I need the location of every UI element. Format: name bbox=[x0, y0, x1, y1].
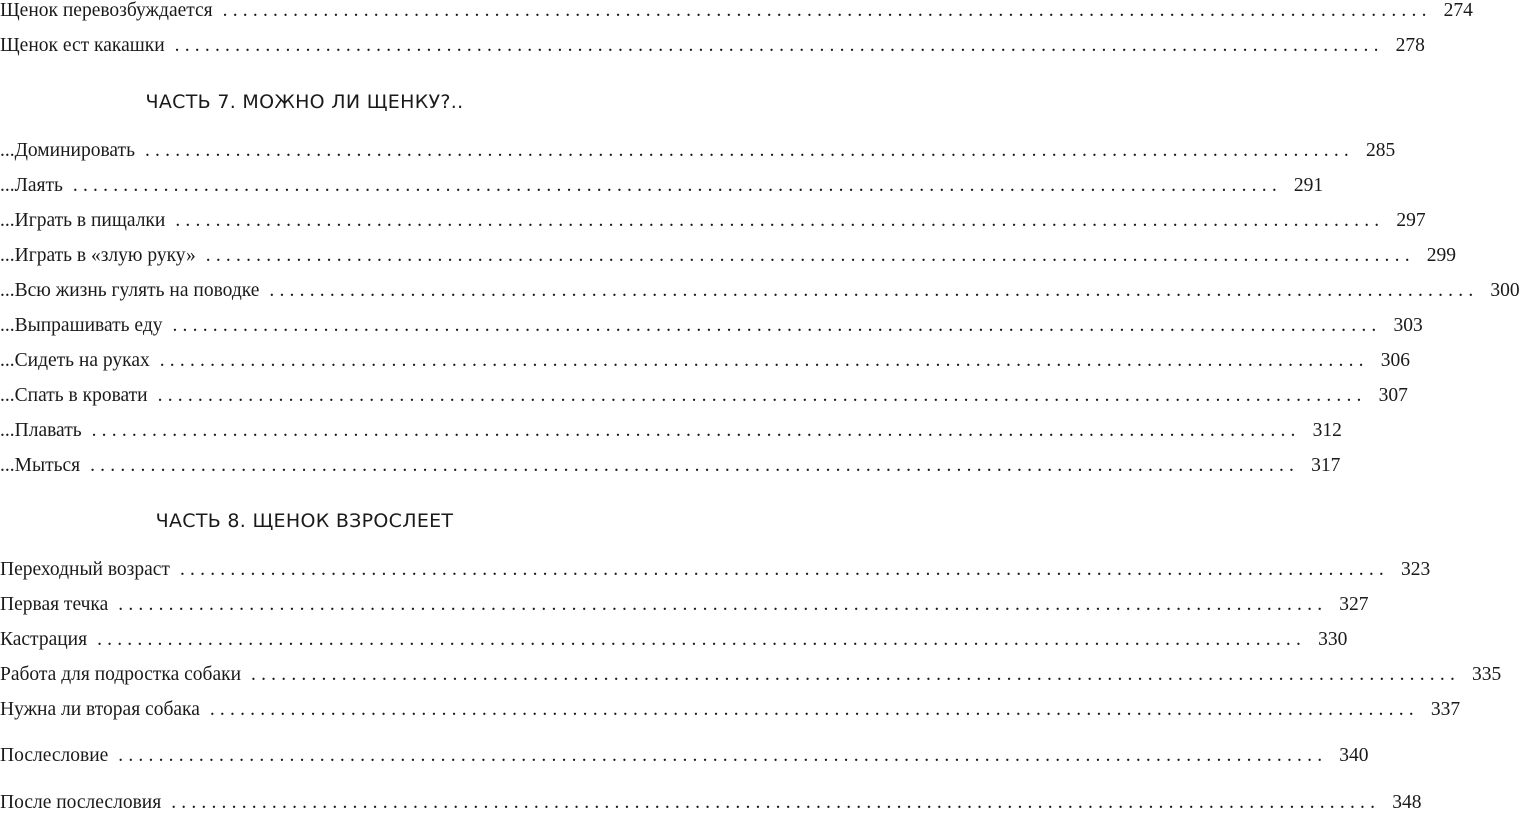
toc-entry-page: 285 bbox=[1365, 140, 1396, 161]
toc-entry-page: 278 bbox=[1395, 35, 1425, 56]
toc-entry-title: Нужна ли вторая собака bbox=[0, 699, 200, 720]
toc-entry-page: 327 bbox=[1339, 594, 1369, 615]
toc-entry-page: 330 bbox=[1318, 629, 1348, 650]
toc-entry[interactable] bbox=[0, 417, 1342, 445]
toc-entry[interactable] bbox=[0, 312, 1423, 340]
toc-entry[interactable] bbox=[0, 696, 1461, 724]
dot-leader: ........................................................................................................................ bbox=[90, 455, 1300, 476]
toc-entry[interactable] bbox=[0, 789, 1422, 817]
dot-leader: ........................................................................................................................ bbox=[97, 629, 1307, 650]
dot-leader: ........................................................................................................................ bbox=[175, 210, 1385, 231]
toc-entry-title: Кастрация bbox=[0, 629, 88, 650]
toc-entry[interactable] bbox=[0, 137, 1396, 165]
dot-leader: ........................................................................................................................ bbox=[205, 245, 1415, 266]
toc-entry-title: ...Играть в «злую руку» bbox=[0, 245, 196, 266]
toc-entry-title: Работа для подростка собаки bbox=[0, 664, 242, 685]
toc-entry-title: ...Сидеть на руках bbox=[0, 350, 150, 371]
toc-entry-title: После послесловия bbox=[0, 792, 162, 813]
dot-leader: ........................................................................................................................ bbox=[209, 699, 1419, 720]
toc-entry[interactable] bbox=[0, 661, 1502, 689]
toc-entry-title: Щенок перевозбуждается bbox=[0, 0, 213, 21]
toc-entry[interactable] bbox=[0, 382, 1408, 410]
dot-leader: ........................................................................................................................ bbox=[118, 745, 1328, 766]
toc-entry-page: 300 bbox=[1490, 280, 1520, 301]
toc-entry[interactable] bbox=[0, 591, 1369, 619]
toc-entry[interactable] bbox=[0, 347, 1410, 375]
toc-entry[interactable] bbox=[0, 556, 1431, 584]
toc-entry-title: Послесловие bbox=[0, 745, 109, 766]
dot-leader: ........................................................................................................................ bbox=[172, 315, 1382, 336]
toc-entry-title: ...Играть в пищалки bbox=[0, 210, 166, 231]
toc-entry[interactable] bbox=[0, 452, 1341, 480]
toc-entry-title: ...Выпрашивать еду bbox=[0, 315, 163, 336]
toc-entry[interactable] bbox=[0, 626, 1348, 654]
dot-leader: ........................................................................................................................ bbox=[72, 175, 1282, 196]
dot-leader: ........................................................................................................................ bbox=[144, 140, 1354, 161]
toc-entry-title: Переходный возраст bbox=[0, 559, 170, 580]
dot-leader: ........................................................................................................................ bbox=[222, 0, 1432, 21]
toc-entry-page: 303 bbox=[1393, 315, 1423, 336]
toc-entry-title: Щенок ест какашки bbox=[0, 35, 165, 56]
toc-entry-page: 340 bbox=[1339, 745, 1369, 766]
dot-leader: ........................................................................................................................ bbox=[118, 594, 1328, 615]
toc-entry-page: 274 bbox=[1443, 0, 1473, 21]
dot-leader: ........................................................................................................................ bbox=[251, 664, 1461, 685]
toc-entry-page: 317 bbox=[1311, 455, 1341, 476]
toc-entry-page: 323 bbox=[1400, 559, 1431, 580]
toc-entry-page: 335 bbox=[1472, 664, 1502, 685]
toc-entry[interactable] bbox=[0, 207, 1426, 235]
toc-entry-title: ...Доминировать bbox=[0, 140, 135, 161]
dot-leader: ........................................................................................................................ bbox=[157, 385, 1367, 406]
toc-entry[interactable] bbox=[0, 172, 1324, 200]
dot-leader: ........................................................................................................................ bbox=[91, 420, 1301, 441]
toc-entry-page: 337 bbox=[1430, 699, 1461, 720]
toc-entry[interactable] bbox=[0, 32, 1425, 60]
toc-entry-page: 299 bbox=[1426, 245, 1457, 266]
dot-leader: ........................................................................................................................ bbox=[171, 792, 1381, 813]
part-8-heading: ЧАСТЬ 8. ЩЕНОК ВЗРОСЛЕЕТ bbox=[155, 510, 454, 532]
toc-entry-title: Первая течка bbox=[0, 594, 109, 615]
part-7-heading: ЧАСТЬ 7. МОЖНО ЛИ ЩЕНКУ?.. bbox=[145, 91, 464, 113]
dot-leader: ........................................................................................................................ bbox=[159, 350, 1369, 371]
toc-entry[interactable] bbox=[0, 742, 1369, 770]
toc-entry[interactable] bbox=[0, 242, 1457, 270]
toc-entry-title: ...Всю жизнь гулять на поводке bbox=[0, 280, 260, 301]
toc-entry-title: ...Мыться bbox=[0, 455, 81, 476]
toc-entry-page: 291 bbox=[1293, 175, 1324, 196]
toc-entry-title: ...Плавать bbox=[0, 420, 82, 441]
toc-entry[interactable] bbox=[0, 277, 1520, 305]
dot-leader: ........................................................................................................................ bbox=[179, 559, 1389, 580]
toc-entry-title: ...Лаять bbox=[0, 175, 63, 196]
dot-leader: ........................................................................................................................ bbox=[269, 280, 1479, 301]
toc-entry-page: 307 bbox=[1378, 385, 1408, 406]
toc-entry-page: 312 bbox=[1312, 420, 1342, 441]
toc-entry-title: ...Спать в кровати bbox=[0, 385, 148, 406]
toc-entry-page: 297 bbox=[1396, 210, 1426, 231]
toc-entry[interactable] bbox=[0, 0, 1473, 25]
toc-entry-page: 348 bbox=[1392, 792, 1422, 813]
dot-leader: ........................................................................................................................ bbox=[174, 35, 1384, 56]
toc-entry-page: 306 bbox=[1380, 350, 1410, 371]
